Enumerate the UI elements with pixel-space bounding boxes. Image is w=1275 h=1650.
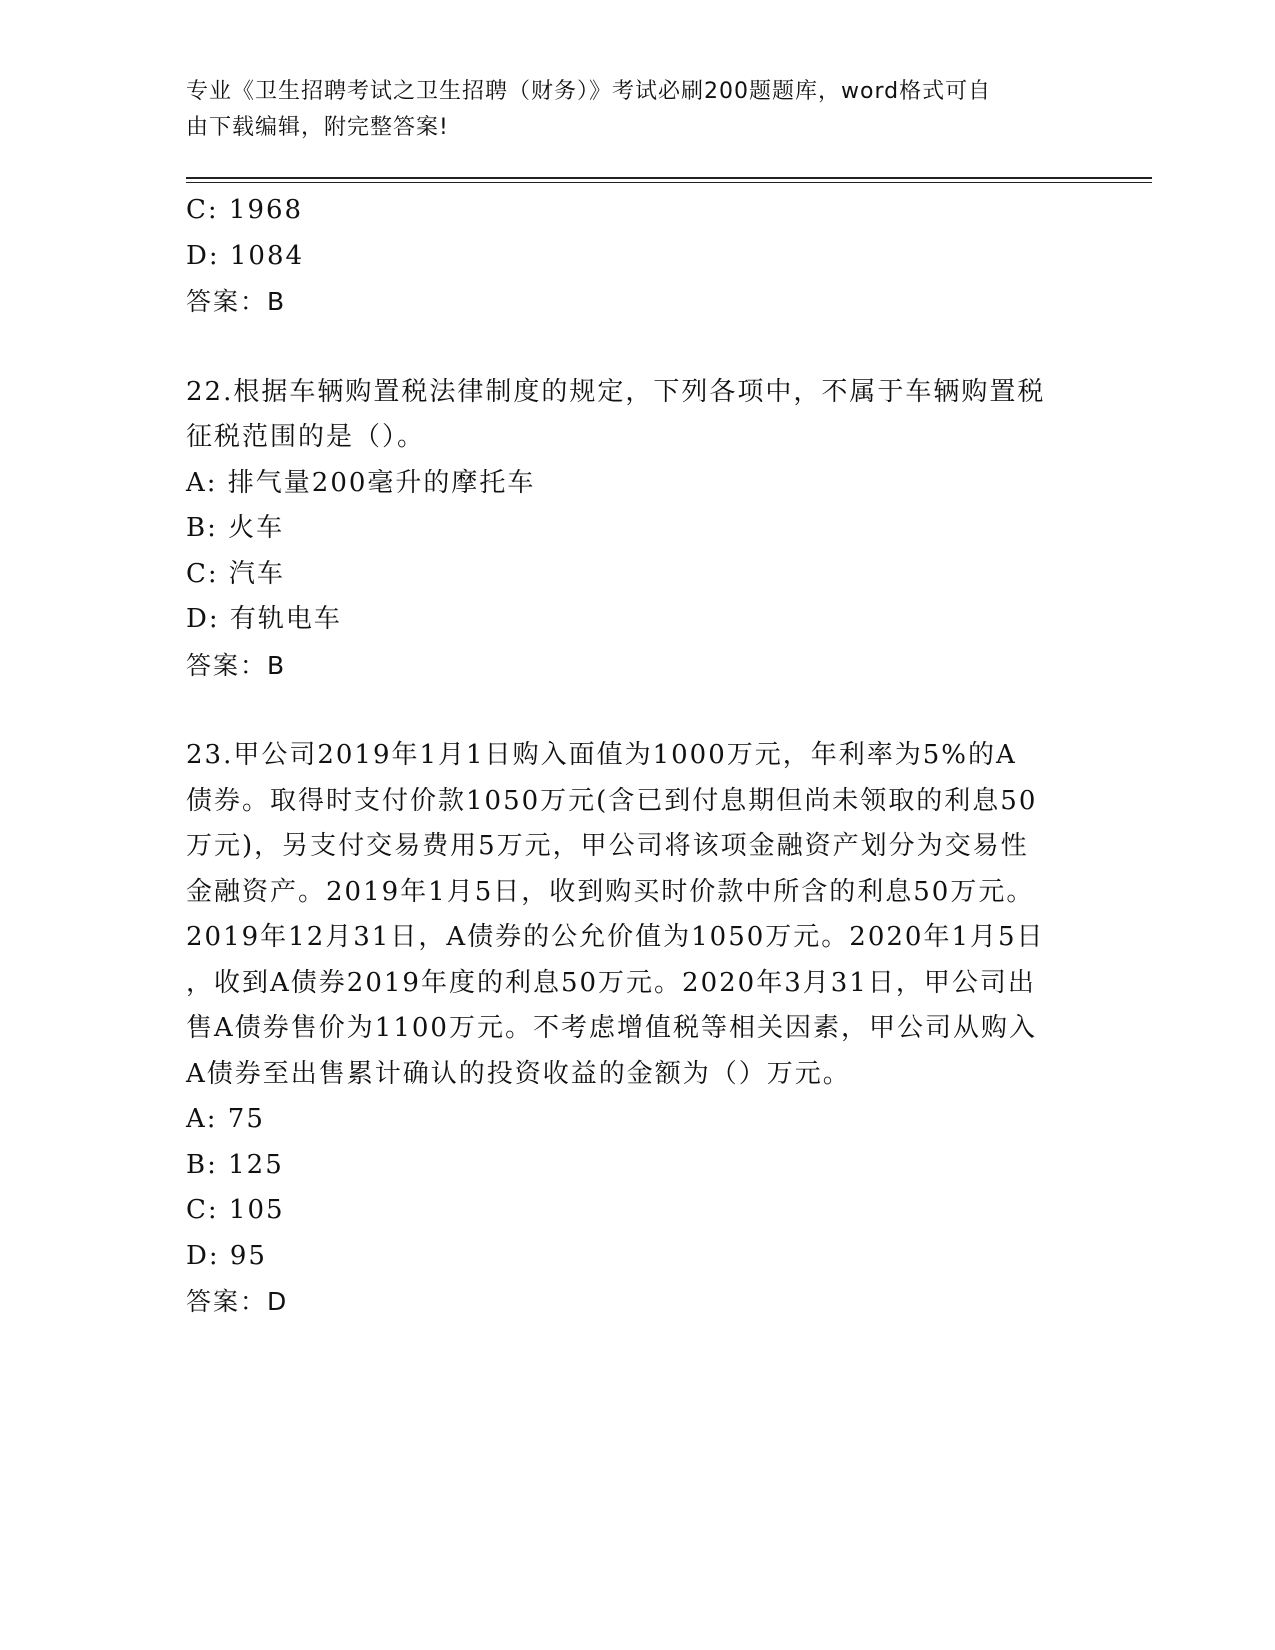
prev-question-block: [186, 188, 1086, 325]
question-text-line: 售A债券售价为1100万元。不考虑增值税等相关因素，甲公司从购入: [186, 1013, 1037, 1043]
question-text-line: 债券。取得时支付价款1050万元(含已到付息期但尚未领取的利息50: [186, 785, 1038, 816]
header-line: 由下载编辑，附完整答案!: [186, 115, 449, 140]
question-text-line: 23.甲公司2019年1月1日购入面值为1000万元，年利率为5%的A: [186, 740, 1017, 770]
spacer: [186, 688, 1086, 733]
answer-line: 答案：B: [186, 650, 287, 680]
answer-line: 答案：D: [186, 1287, 289, 1316]
option-b: B: 125: [186, 1149, 284, 1180]
question-23-block: [186, 733, 1086, 1325]
option-d: D: 95: [186, 1240, 267, 1271]
option-d: D: 1084: [186, 240, 305, 271]
question-text-line: ，收到A债券2019年度的利息50万元。2020年3月31日，甲公司出: [186, 967, 1036, 998]
option-a: A: 排气量200毫升的摩托车: [186, 467, 536, 498]
question-text-line: 金融资产。2019年1月5日，收到购买时价款中所含的利息50万元。: [186, 876, 1035, 907]
question-text-line: 2019年12月31日，A债券的公允价值为1050万元。2020年1月5日: [186, 922, 1045, 952]
header-line: 专业《卫生招聘考试之卫生招聘（财务）》考试必刷200题题库，word格式可自: [186, 79, 992, 104]
header-divider-thin: [186, 182, 1152, 183]
question-text-line: 22.根据车辆购置税法律制度的规定，下列各项中，不属于车辆购置税: [186, 376, 1046, 407]
option-a: A: 75: [186, 1104, 265, 1134]
question-text-line: A债券至出售累计确认的投资收益的金额为（）万元。: [186, 1058, 851, 1089]
header-divider: [186, 177, 1152, 179]
option-c: C: 1968: [186, 195, 304, 225]
question-22-block: [186, 370, 1086, 689]
question-text-line: 征税范围的是（）。: [186, 422, 426, 452]
option-c: C: 汽车: [186, 558, 285, 589]
answer-line: 答案：B: [186, 287, 287, 316]
document-body: [186, 188, 1086, 1325]
option-d: D: 有轨电车: [186, 604, 342, 634]
question-text-line: 万元)，另支付交易费用5万元，甲公司将该项金融资产划分为交易性: [186, 831, 1029, 861]
option-c: C: 105: [186, 1195, 285, 1225]
page-header: [186, 74, 1066, 146]
option-b: B: 火车: [186, 513, 285, 543]
spacer: [186, 325, 1086, 370]
